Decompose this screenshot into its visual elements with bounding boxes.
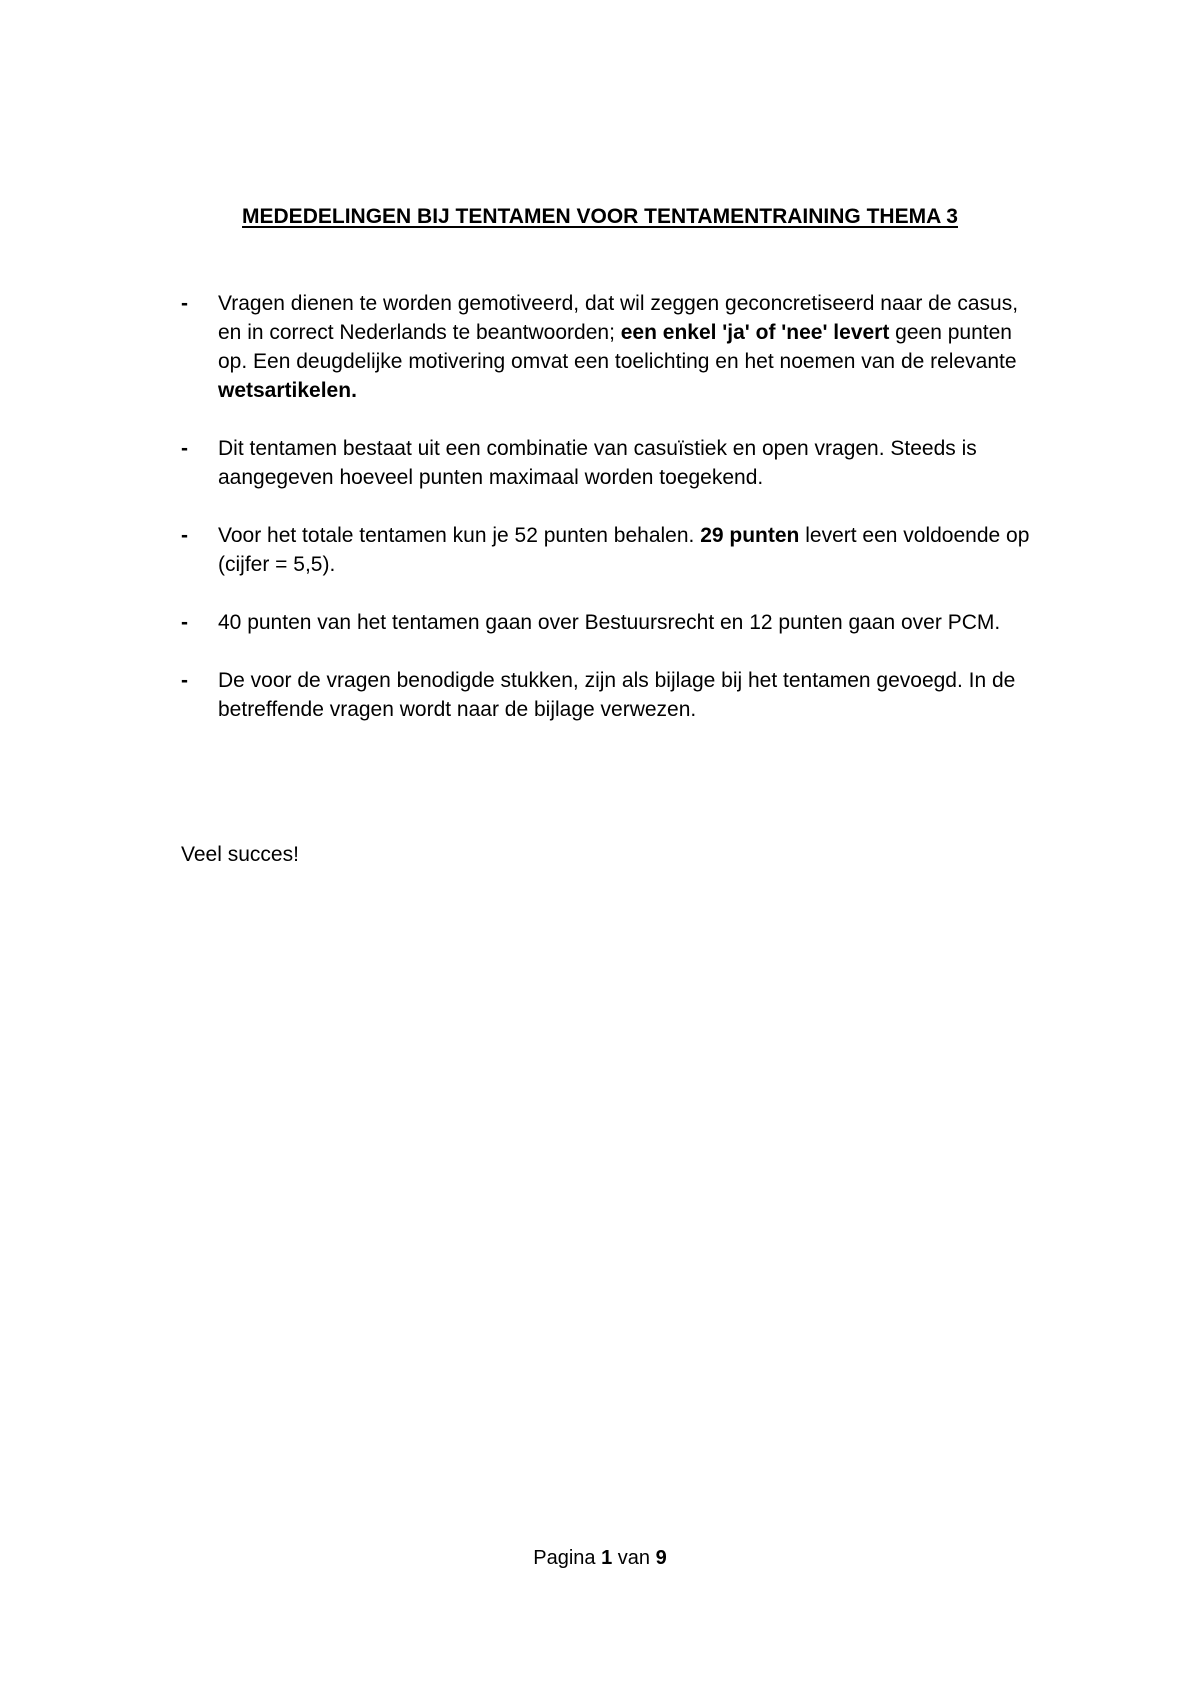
current-page-number: 1 xyxy=(601,1547,613,1569)
bullet-dash: - xyxy=(181,524,188,547)
list-item xyxy=(181,289,1031,405)
list-item-text: De voor de vragen benodigde stukken, zijn als bijlage bij het tentamen gevoegd. In de betreffende vragen wordt naar de bijlage verwezen. xyxy=(218,669,1016,721)
page-number-footer: Pagina 1 van 9 xyxy=(533,1547,667,1569)
bullet-dash: - xyxy=(181,292,188,315)
list-item-text: Dit tentamen bestaat uit een combinatie van casuïstiek en open vragen. Steeds is aangegeven hoeveel punten maximaal worden toegekend. xyxy=(218,437,977,489)
list-item-text: Vragen dienen te worden gemotiveerd, dat wil zeggen geconcretiseerd naar de casus, en in correct Nederlands te beantwoorden; een enkel 'ja' of 'nee' levert geen punten op. Een deugdelijke motivering omvat een toelichting en het noemen van de relevante wetsartikelen. xyxy=(218,292,1019,402)
list-item-text: Voor het totale tentamen kun je 52 punten behalen. 29 punten levert een voldoende op (cijfer = 5,5). xyxy=(218,524,1030,576)
list-item xyxy=(181,521,1031,579)
document-title: MEDEDELINGEN BIJ TENTAMEN VOOR TENTAMENTRAINING THEMA 3 xyxy=(242,205,958,228)
closing-text: Veel succes! xyxy=(181,843,299,866)
announcement-list xyxy=(181,289,1031,753)
list-item-text: 40 punten van het tentamen gaan over Bestuursrecht en 12 punten gaan over PCM. xyxy=(218,611,1001,634)
total-page-count: 9 xyxy=(655,1547,667,1569)
bullet-dash: - xyxy=(181,669,188,692)
bullet-dash: - xyxy=(181,437,188,460)
list-item xyxy=(181,434,1031,492)
list-item xyxy=(181,666,1031,724)
list-item xyxy=(181,608,1031,637)
bullet-dash: - xyxy=(181,611,188,634)
